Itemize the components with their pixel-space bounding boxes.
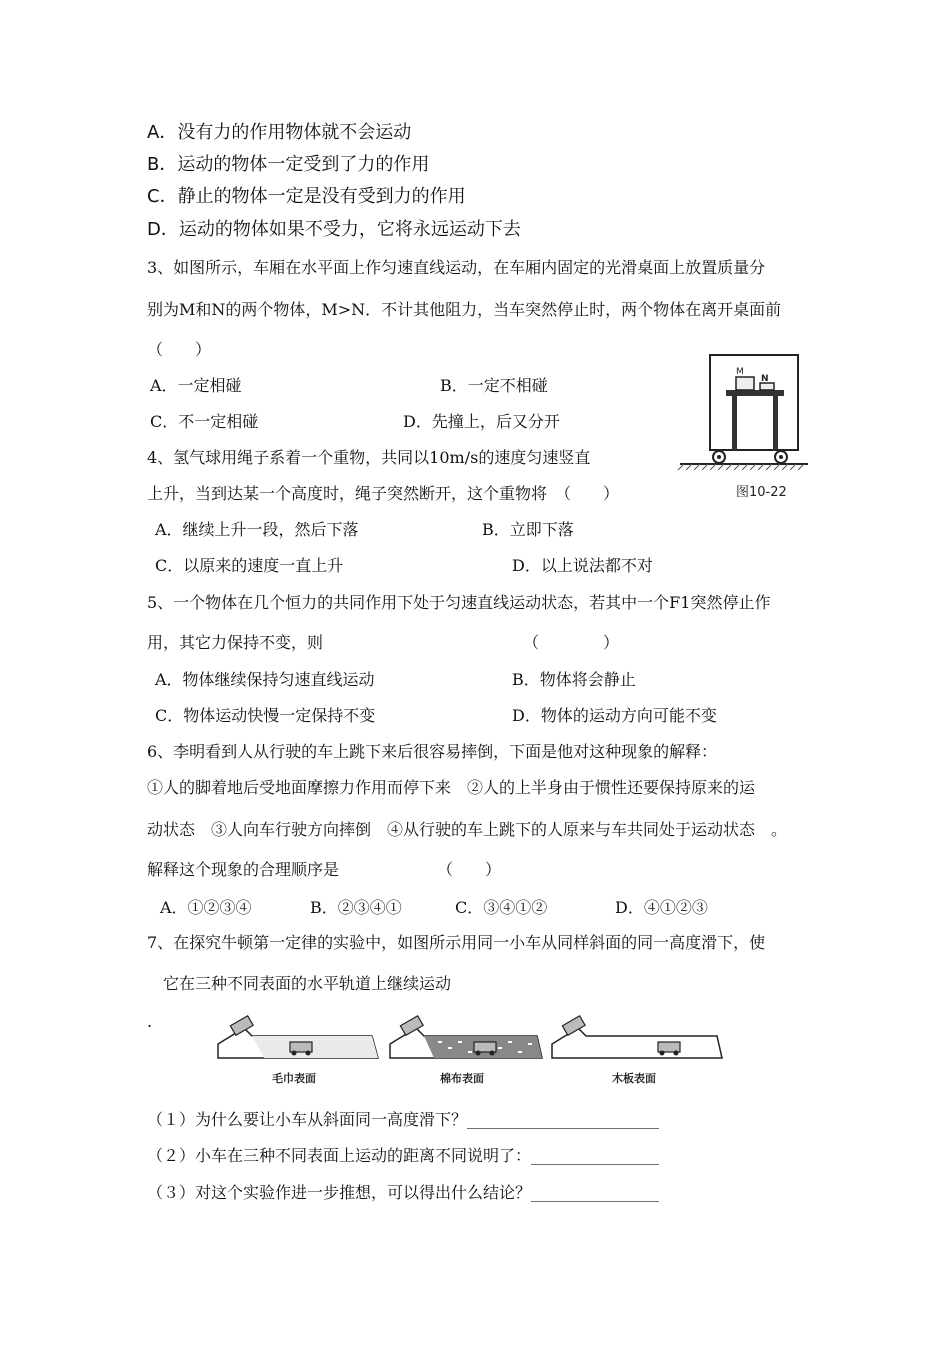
track-label-cotton: 棉布表面: [440, 1072, 484, 1085]
q6-paren: （ ）: [437, 860, 502, 879]
q7-stem-line2: 它在三种不同表面的水平轨道上继续运动: [163, 974, 452, 993]
q7-subquestion-2: （２）小车在三种不同表面上运动的距离不同说明了：________________: [147, 1146, 660, 1165]
q4-stem-line2: 上升，当到达某一个高度时，绳子突然断开，这个重物将 （ ）: [147, 484, 620, 503]
label-n: N: [761, 374, 769, 384]
q7-dot: .: [147, 1012, 153, 1031]
q2-option-d: D．运动的物体如果不受力，它将永远运动下去: [147, 219, 521, 240]
label-m: M: [736, 367, 744, 377]
q5-stem-line1: 5、一个物体在几个恒力的共同作用下处于匀速直线运动状态，若其中一个F1突然停止作: [147, 593, 771, 612]
q4-option-d: D．以上说法都不对: [512, 556, 653, 575]
q6-stem-line1: 6、李明看到人从行驶的车上跳下来后很容易摔倒，下面是他对这种现象的解释：: [147, 742, 718, 761]
track-label-wood: 木板表面: [612, 1072, 656, 1085]
q6-stem-line4: 解释这个现象的合理顺序是: [147, 860, 340, 879]
q6-stem-line2: ①人的脚着地后受地面摩擦力作用而停下来 ②人的上半身由于惯性还要保持原来的运: [147, 778, 756, 797]
q6-option-c: C．③④①②: [455, 898, 548, 917]
track-towel: [218, 1016, 378, 1085]
q3-option-d: D．先撞上，后又分开: [403, 412, 560, 431]
q3-option-c: C．不一定相碰: [150, 412, 259, 431]
q3-option-b: B．一定不相碰: [440, 376, 548, 395]
q5-option-b: B．物体将会静止: [512, 670, 636, 689]
q2-option-c: C．静止的物体一定是没有受到力的作用: [147, 186, 466, 207]
q6-stem-line3: 动状态 ③人向车行驶方向摔倒 ④从行驶的车上跳下的人原来与车共同处于运动状态 。: [147, 820, 788, 839]
q5-option-d: D．物体的运动方向可能不变: [512, 706, 717, 725]
q2-option-a: A．没有力的作用物体就不会运动: [147, 122, 412, 143]
q3-option-a: A．一定相碰: [150, 376, 242, 395]
q7-stem-line1: 7、在探究牛顿第一定律的实验中，如图所示用同一小车从同样斜面的同一高度滑下，使: [147, 933, 766, 952]
track-label-towel: 毛巾表面: [272, 1072, 316, 1085]
q6-option-d: D．④①②③: [615, 898, 708, 917]
q4-option-b: B．立即下落: [482, 520, 574, 539]
block-m: [736, 377, 754, 390]
tracks-figure: [212, 1014, 732, 1094]
cart-figure-caption: 图10-22: [736, 485, 787, 500]
q7-subquestion-1: （１）为什么要让小车从斜面同一高度滑下？________________________: [147, 1110, 660, 1129]
q3-stem-line2: 别为M和N的两个物体，M>N．不计其他阻力，当车突然停止时，两个物体在离开桌面前: [147, 300, 782, 319]
q4-option-a: A．继续上升一段，然后下落: [155, 520, 359, 539]
q4-option-c: C．以原来的速度一直上升: [155, 556, 344, 575]
q4-stem-line1: 4、氢气球用绳子系着一个重物，共同以10m/s的速度匀速竖直: [147, 448, 591, 467]
q6-option-a: A．①②③④: [160, 898, 252, 917]
q7-subquestion-3: （３）对这个实验作进一步推想，可以得出什么结论？________________: [147, 1183, 660, 1202]
q5-option-a: A．物体继续保持匀速直线运动: [155, 670, 375, 689]
q2-option-b: B．运动的物体一定受到了力的作用: [147, 154, 430, 175]
block-n: [760, 383, 774, 390]
q5-option-c: C．物体运动快慢一定保持不变: [155, 706, 376, 725]
q5-stem-line2: 用，其它力保持不变，则: [147, 633, 324, 652]
track-wood: [552, 1016, 722, 1085]
q3-stem-line1: 3、如图所示，车厢在水平面上作匀速直线运动，在车厢内固定的光滑桌面上放置质量分: [147, 258, 766, 277]
q3-paren: （ ）: [147, 340, 212, 359]
track-cotton: [390, 1016, 542, 1085]
q5-paren: （ ）: [523, 633, 620, 652]
cart-figure: [676, 350, 810, 502]
q6-option-b: B．②③④①: [310, 898, 402, 917]
